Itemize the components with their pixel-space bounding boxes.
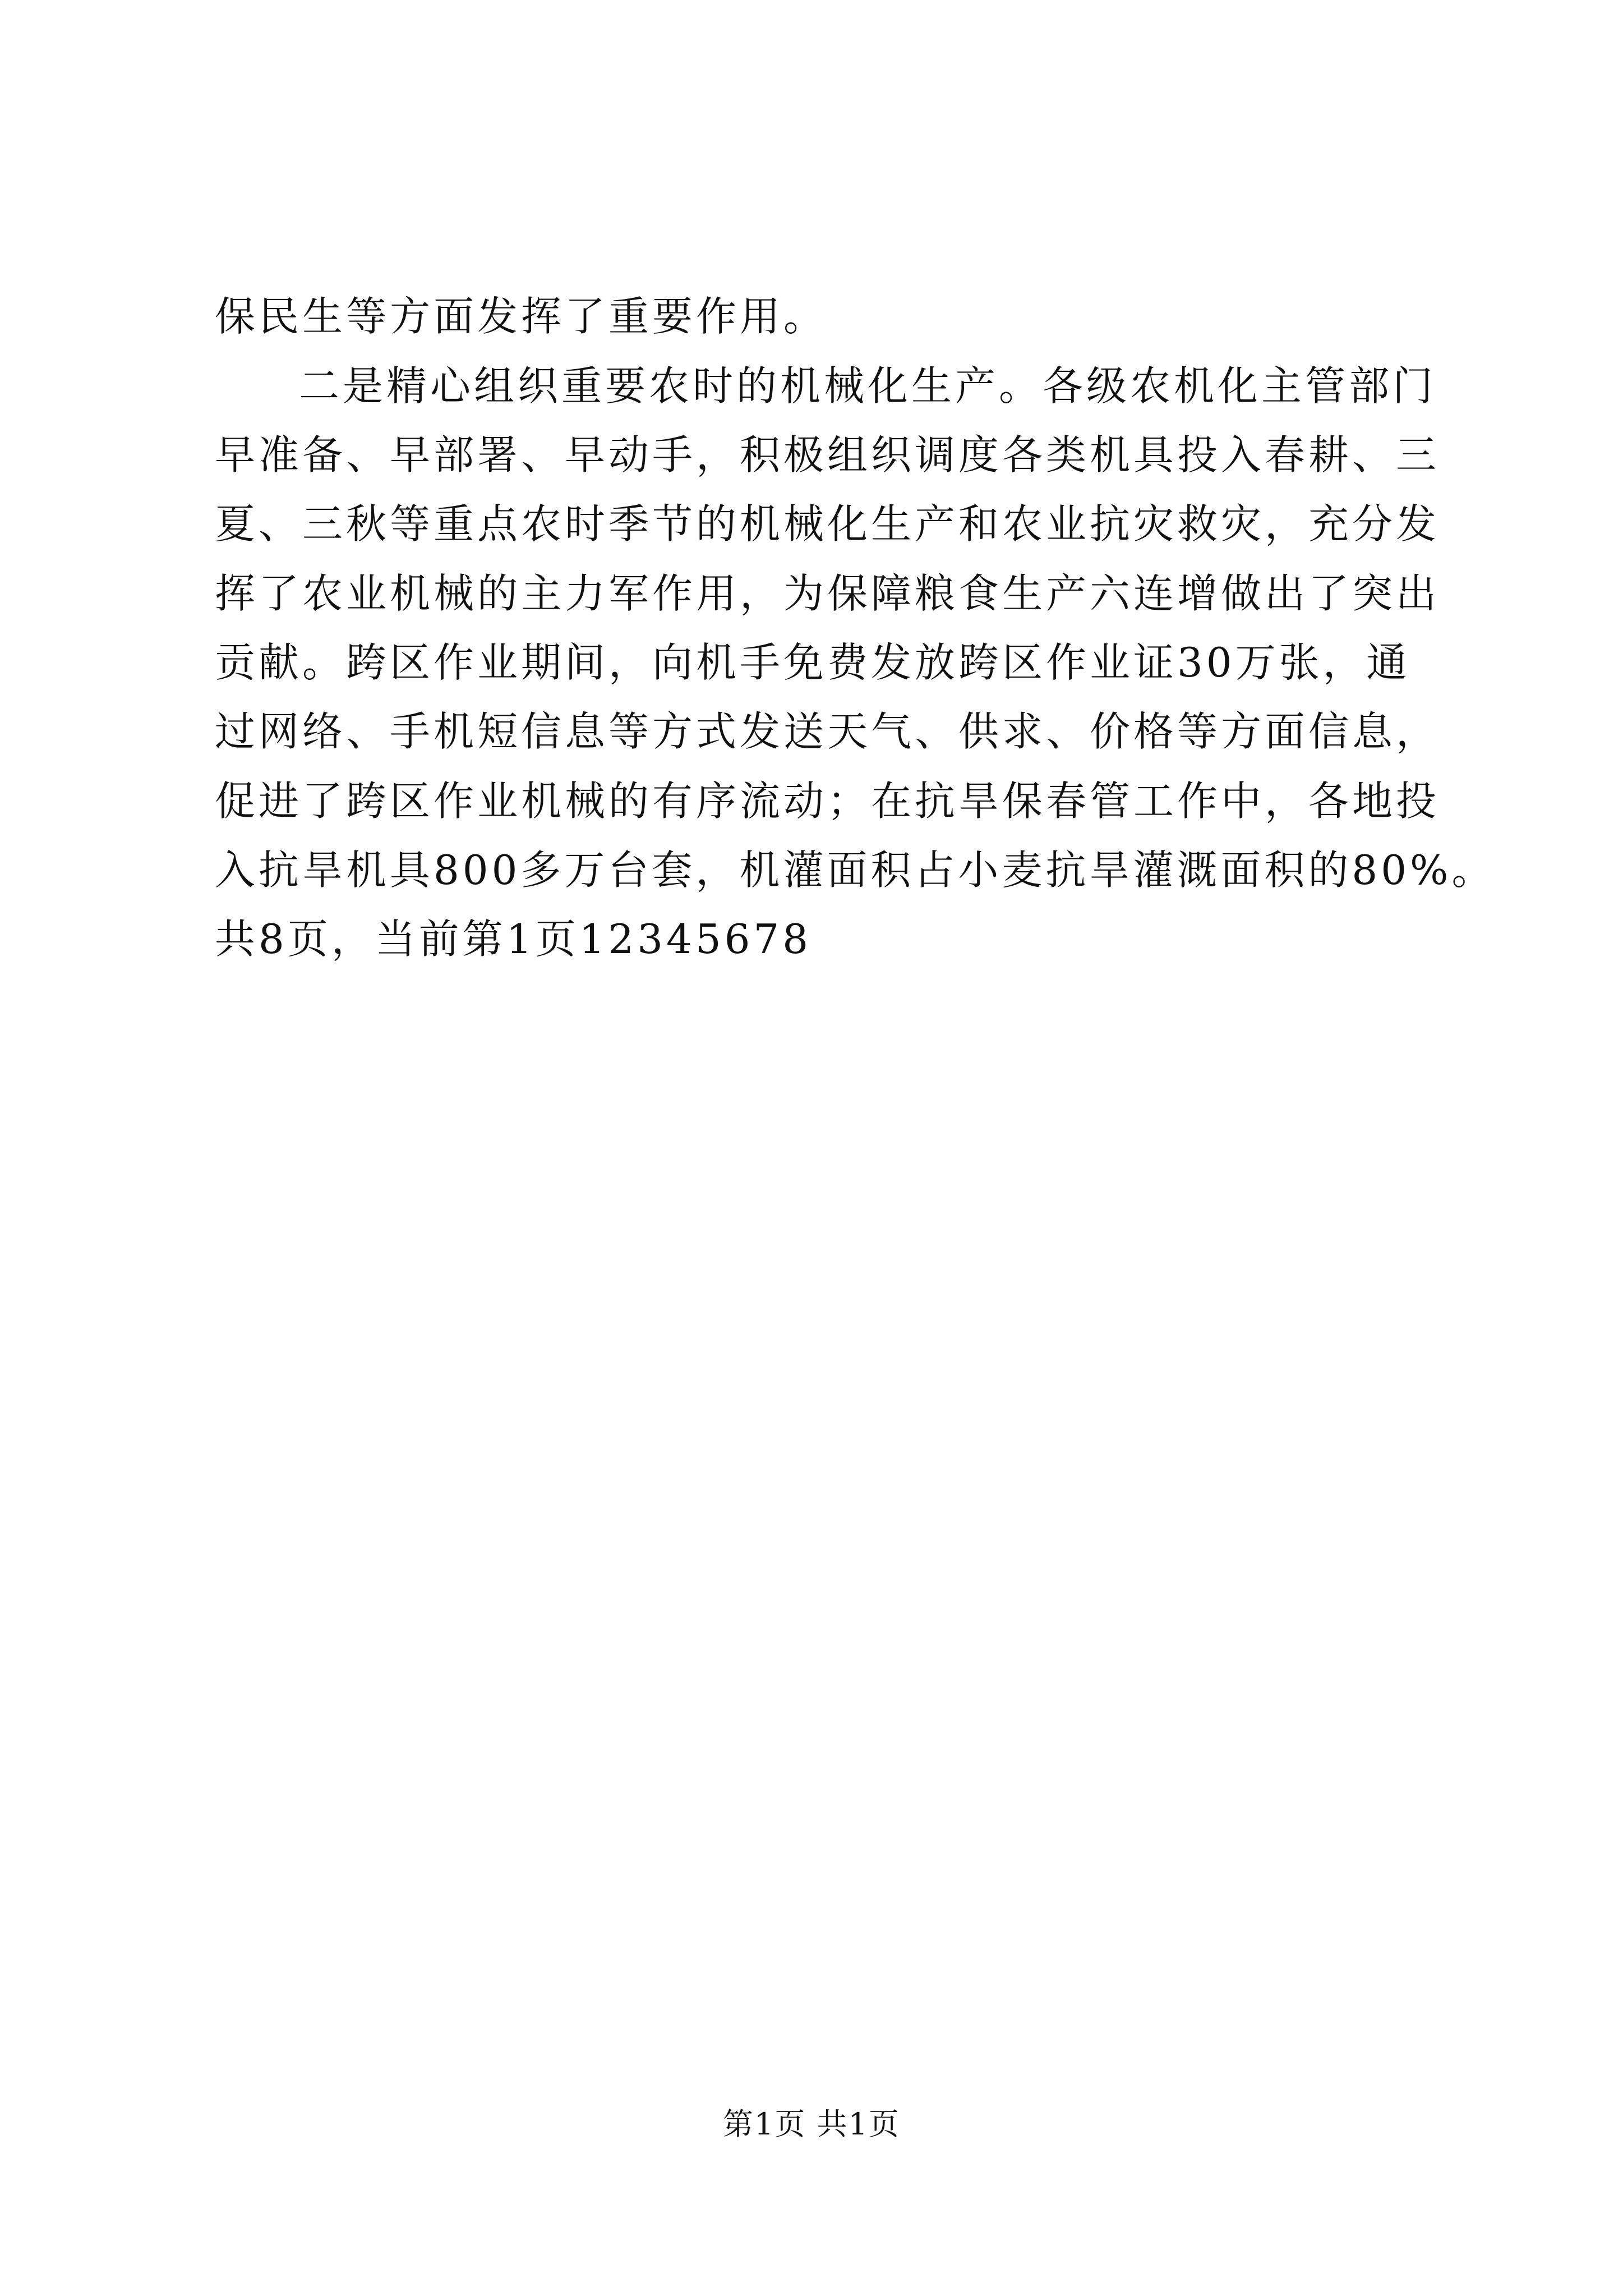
paragraph-line-2: 二是精心组织重要农时的机械化生产。各级农机化主管部门 xyxy=(299,362,1437,409)
paragraph-line-9: 入抗旱机具800多万台套，机灌面积占小麦抗旱灌溉面积的80%。 xyxy=(215,846,1496,894)
paragraph-line-8: 促进了跨区作业机械的有序流动；在抗旱保春管工作中，各地投 xyxy=(215,777,1440,825)
paragraph-line-5: 挥了农业机械的主力军作用，为保障粮食生产六连增做出了突出 xyxy=(215,570,1440,617)
page-footer: 第1页 共1页 xyxy=(723,2106,900,2142)
paragraph-line-4: 夏、三秋等重点农时季节的机械化生产和农业抗灾救灾，充分发 xyxy=(215,500,1440,547)
paragraph-line-3: 早准备、早部署、早动手，积极组织调度各类机具投入春耕、三 xyxy=(215,431,1440,478)
paragraph-line-6: 贡献。跨区作业期间，向机手免费发放跨区作业证30万张，通 xyxy=(215,639,1410,686)
paragraph-line-7: 过网络、手机短信息等方式发送天气、供求、价格等方面信息， xyxy=(215,708,1440,755)
paragraph-line-1: 保民生等方面发挥了重要作用。 xyxy=(215,293,828,340)
page-navigation-text: 共8页，当前第1页12345678 xyxy=(215,915,812,963)
